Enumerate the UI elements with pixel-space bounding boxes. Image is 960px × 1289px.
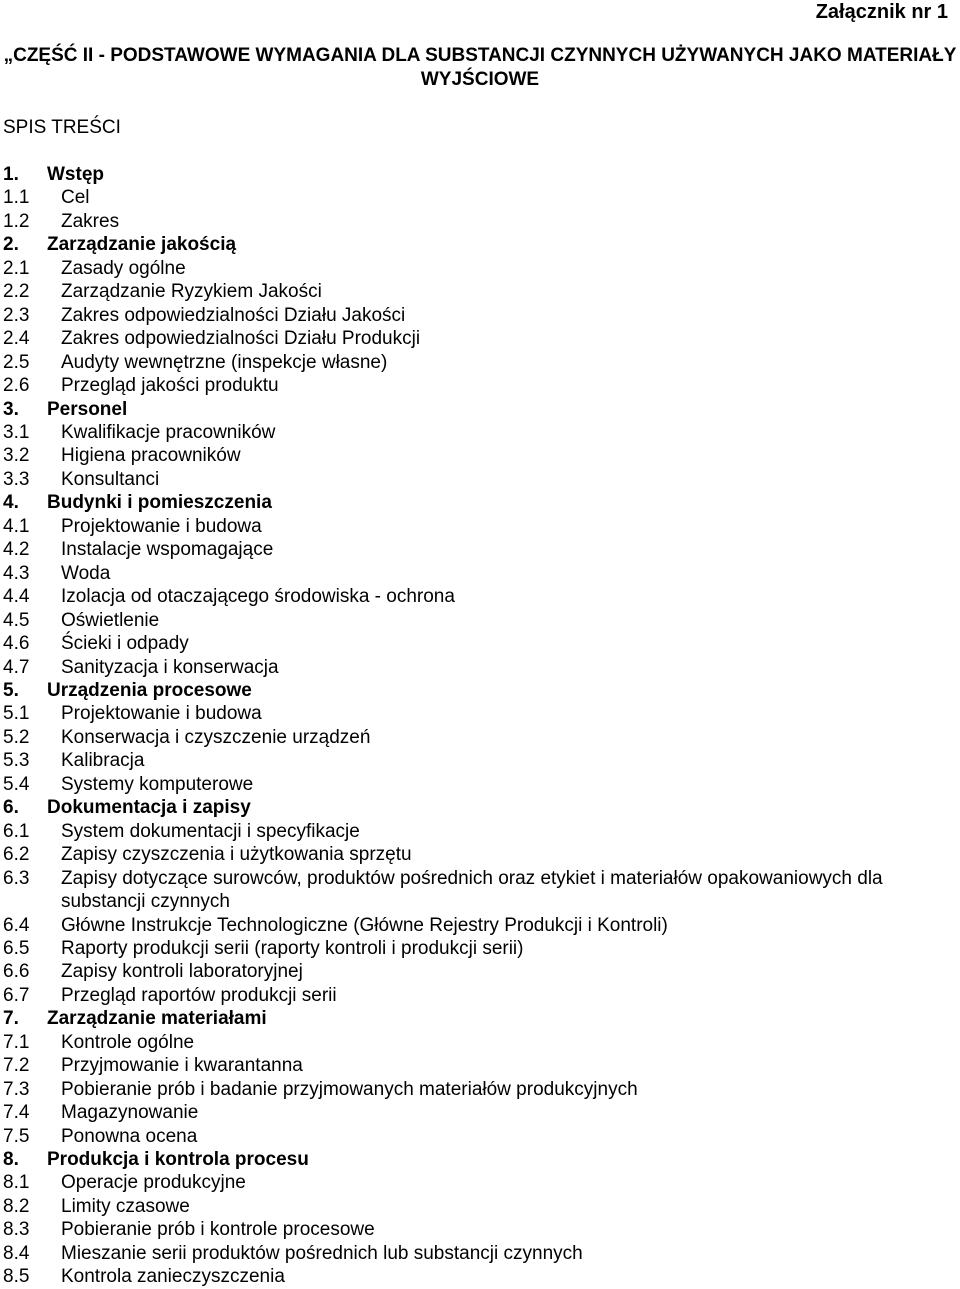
toc-item-number: 7.4	[3, 1102, 30, 1124]
toc-item-title: Zakres odpowiedzialności Działu Jakości	[61, 304, 406, 326]
toc-item-title: Urządzenia procesowe	[47, 679, 252, 701]
toc-subsection	[3, 867, 960, 914]
toc-item-title: Oświetlenie	[61, 609, 160, 631]
toc-item-title: Dokumentacja i zapisy	[47, 797, 251, 819]
toc-subsection	[3, 1078, 960, 1101]
toc-item-number: 4.7	[3, 656, 30, 678]
toc-item-title: Mieszanie serii produktów pośrednich lub substancji czynnych	[61, 1242, 583, 1264]
toc-item-title: Kontrole ogólne	[61, 1031, 195, 1053]
toc-item-number: 3.	[3, 398, 19, 420]
toc-item-title: Kalibracja	[61, 750, 145, 772]
toc-item-number: 7.	[3, 1008, 19, 1030]
toc-item-number: 2.6	[3, 375, 30, 397]
toc-item-number: 4.1	[3, 515, 30, 537]
toc-item-title: Izolacja od otaczającego środowiska - ochrona	[61, 586, 455, 608]
toc-subsection	[3, 773, 960, 796]
toc-item-title: Magazynowanie	[61, 1102, 199, 1124]
toc-subsection	[3, 280, 960, 303]
toc-item-number: 7.1	[3, 1031, 30, 1053]
toc-item-number: 1.2	[3, 210, 30, 232]
toc-item-number: 6.	[3, 797, 19, 819]
toc-subsection	[3, 656, 960, 679]
toc-item-title: Sanityzacja i konserwacja	[61, 656, 279, 678]
toc-subsection	[3, 937, 960, 960]
toc-subsection	[3, 702, 960, 725]
toc-subsection	[3, 351, 960, 374]
toc-item-title: Zasady ogólne	[61, 257, 186, 279]
toc-item-title: Zapisy czyszczenia i użytkowania sprzętu	[61, 844, 412, 866]
toc-item-number: 6.6	[3, 961, 30, 983]
toc-item-number: 4.2	[3, 539, 30, 561]
toc-item-number: 8.4	[3, 1242, 30, 1264]
toc-item-title: Przegląd raportów produkcji serii	[61, 984, 337, 1006]
toc-item-title: Konsultanci	[61, 468, 160, 490]
toc-item-number: 3.1	[3, 421, 30, 443]
toc-section	[3, 1007, 960, 1030]
toc-subsection	[3, 257, 960, 280]
toc-item-title: Przegląd jakości produktu	[61, 375, 279, 397]
toc-item-title: Zarządzanie jakością	[47, 234, 237, 256]
toc-item-title: Produkcja i kontrola procesu	[47, 1149, 309, 1171]
toc-subsection	[3, 726, 960, 749]
toc-item-number: 5.2	[3, 726, 30, 748]
toc-item-number: 6.3	[3, 867, 30, 889]
toc-item-number: 7.5	[3, 1125, 30, 1147]
toc-subsection	[3, 468, 960, 491]
toc-item-title: Raporty produkcji serii (raporty kontroli i produkcji serii)	[61, 937, 524, 959]
toc-item-number: 4.6	[3, 633, 30, 655]
toc-subsection	[3, 1031, 960, 1054]
toc-item-title: Zakres	[61, 210, 120, 232]
toc-item-number: 7.3	[3, 1078, 30, 1100]
toc-item-title: Ścieki i odpady	[61, 633, 189, 655]
toc-item-title: Pobieranie prób i kontrole procesowe	[61, 1219, 375, 1241]
toc-item-title: Instalacje wspomagające	[61, 539, 274, 561]
toc-subsection	[3, 1101, 960, 1124]
toc-subsection	[3, 374, 960, 397]
toc-item-title: Ponowna ocena	[61, 1125, 198, 1147]
toc-subsection	[3, 1242, 960, 1265]
toc-item-title: Zapisy dotyczące surowców, produktów pośrednich oraz etykiet i materiałów opakowaniowych dla substancji czynnych	[61, 867, 883, 913]
toc-item-number: 5.3	[3, 750, 30, 772]
toc-section	[3, 398, 960, 421]
toc-item-title: Kwalifikacje pracowników	[61, 421, 276, 443]
toc-subsection	[3, 444, 960, 467]
toc-section	[3, 233, 960, 256]
toc-item-number: 6.7	[3, 984, 30, 1006]
toc-subsection	[3, 960, 960, 983]
toc-item-number: 5.	[3, 679, 19, 701]
toc-subsection	[3, 1054, 960, 1077]
toc-item-title: Zarządzanie Ryzykiem Jakości	[61, 281, 322, 303]
toc-item-title: Cel	[61, 187, 90, 209]
toc-subsection	[3, 1171, 960, 1194]
toc-item-title: Pobieranie prób i badanie przyjmowanych materiałów produkcyjnych	[61, 1078, 638, 1100]
toc-item-number: 8.3	[3, 1219, 30, 1241]
toc-subsection	[3, 1218, 960, 1241]
toc-item-title: Zapisy kontroli laboratoryjnej	[61, 961, 303, 983]
toc-item-number: 4.3	[3, 562, 30, 584]
toc-subsection	[3, 327, 960, 350]
toc-item-number: 8.	[3, 1149, 19, 1171]
toc-item-title: Operacje produkcyjne	[61, 1172, 246, 1194]
toc-item-title: Główne Instrukcje Technologiczne (Główne Rejestry Produkcji i Kontroli)	[61, 914, 668, 936]
toc-item-number: 2.4	[3, 328, 30, 350]
toc-section	[3, 796, 960, 819]
toc-subsection	[3, 749, 960, 772]
toc-item-title: Systemy komputerowe	[61, 773, 254, 795]
toc-subsection	[3, 421, 960, 444]
toc-subsection	[3, 1265, 960, 1288]
toc-item-title: Higiena pracowników	[61, 445, 241, 467]
toc-item-number: 4.4	[3, 586, 30, 608]
toc-subsection	[3, 538, 960, 561]
toc-item-number: 2.	[3, 234, 19, 256]
toc-section	[3, 491, 960, 514]
toc-item-number: 6.4	[3, 914, 30, 936]
toc-item-title: Wstęp	[47, 164, 104, 185]
table-of-contents	[3, 163, 960, 1289]
toc-item-number: 7.2	[3, 1055, 30, 1077]
toc-subsection	[3, 562, 960, 585]
document-title: „CZĘŚĆ II - PODSTAWOWE WYMAGANIA DLA SUBSTANCJI CZYNNYCH UŻYWANYCH JAKO MATERIAŁY WYJŚCIOWE	[3, 45, 957, 90]
toc-item-title: Budynki i pomieszczenia	[47, 492, 272, 514]
toc-subsection	[3, 914, 960, 937]
toc-item-number: 4.	[3, 492, 19, 514]
toc-subsection	[3, 210, 960, 233]
toc-item-number: 4.5	[3, 609, 30, 631]
toc-item-number: 8.5	[3, 1266, 30, 1288]
toc-subsection	[3, 186, 960, 209]
toc-heading: SPIS TREŚCI	[3, 117, 121, 138]
toc-subsection	[3, 304, 960, 327]
toc-item-title: Zarządzanie materiałami	[47, 1008, 267, 1030]
toc-item-number: 8.1	[3, 1172, 30, 1194]
toc-subsection	[3, 515, 960, 538]
toc-item-title: Projektowanie i budowa	[61, 703, 262, 725]
toc-item-number: 6.1	[3, 820, 30, 842]
toc-section	[3, 1148, 960, 1171]
toc-item-title: Personel	[47, 398, 128, 420]
toc-section	[3, 679, 960, 702]
toc-subsection	[3, 820, 960, 843]
toc-item-title: Zakres odpowiedzialności Działu Produkcji	[61, 328, 421, 350]
toc-item-number: 5.4	[3, 773, 30, 795]
toc-item-number: 3.3	[3, 468, 30, 490]
attachment-label: Załącznik nr 1	[815, 1, 948, 23]
toc-item-title: System dokumentacji i specyfikacje	[61, 820, 360, 842]
toc-subsection	[3, 1125, 960, 1148]
toc-item-number: 3.2	[3, 445, 30, 467]
toc-subsection	[3, 1195, 960, 1218]
toc-item-number: 5.1	[3, 703, 30, 725]
toc-subsection	[3, 585, 960, 608]
toc-subsection	[3, 609, 960, 632]
toc-item-number: 2.1	[3, 257, 30, 279]
toc-item-number: 1.	[3, 164, 19, 185]
toc-item-title: Kontrola zanieczyszczenia	[61, 1266, 285, 1288]
toc-subsection	[3, 843, 960, 866]
toc-item-number: 6.2	[3, 844, 30, 866]
toc-item-title: Konserwacja i czyszczenie urządzeń	[61, 726, 371, 748]
toc-item-title: Przyjmowanie i kwarantanna	[61, 1055, 303, 1077]
toc-subsection	[3, 984, 960, 1007]
toc-item-number: 2.5	[3, 351, 30, 373]
toc-item-title: Woda	[61, 562, 111, 584]
toc-subsection	[3, 632, 960, 655]
toc-item-title: Audyty wewnętrzne (inspekcje własne)	[61, 351, 388, 373]
toc-section	[3, 163, 960, 186]
toc-item-number: 2.3	[3, 304, 30, 326]
toc-item-number: 2.2	[3, 281, 30, 303]
toc-item-number: 6.5	[3, 937, 30, 959]
toc-item-title: Projektowanie i budowa	[61, 515, 262, 537]
toc-item-number: 8.2	[3, 1195, 30, 1217]
toc-item-title: Limity czasowe	[61, 1195, 190, 1217]
toc-item-number: 1.1	[3, 187, 30, 209]
